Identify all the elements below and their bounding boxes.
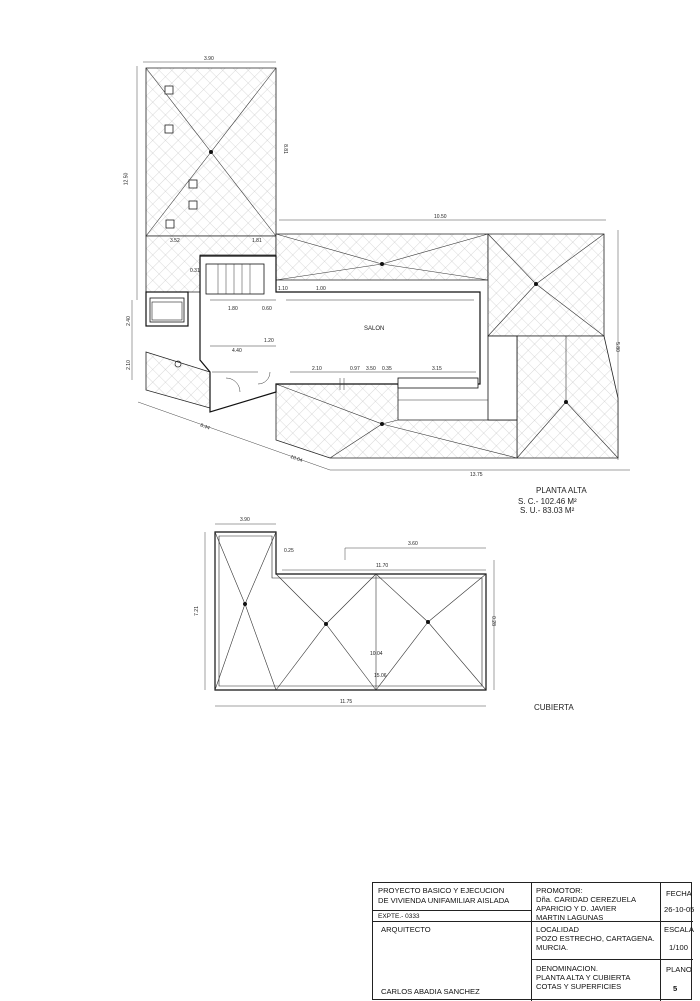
dim-label: 3.90 [204,56,214,62]
dim-label: 12.50 [123,172,130,186]
plan-title: PLANTA ALTA [536,486,587,495]
dim-label: 4.40 [232,348,242,354]
dim-label: 2.10 [125,360,132,370]
dim-label: 11.70 [376,563,389,569]
localidad-line-1: POZO ESTRECHO, CARTAGENA. [536,934,655,943]
denominacion-line-1: PLANTA ALTA Y CUBIERTA [536,973,631,982]
roof-outline [215,532,486,690]
promotor-line-2: APARICIO Y D. JAVIER [536,904,617,913]
roof-plan-title: CUBIERTA [534,703,574,712]
room-label: SALON [364,326,385,332]
dim-label: 15.06 [374,673,387,679]
localidad-label: LOCALIDAD [536,925,580,934]
promotor-line-1: Dña. CARIDAD CEREZUELA [536,895,637,904]
dim-label: 2.10 [312,366,322,372]
dim-label: 7.21 [193,606,200,616]
denominacion-label: DENOMINACION. [536,964,599,973]
tb-divider [660,883,661,1001]
escala-value: 1/100 [669,943,689,952]
roof-plan [205,524,494,706]
tb-divider [373,921,693,922]
dim-label: 0.25 [284,548,294,554]
dim-label: 10.04 [289,454,304,464]
plano-label: PLANO [666,965,692,974]
arquitecto-label: ARQUITECTO [381,925,431,934]
dim-label: 11.75 [340,699,353,705]
dim-label: 3.90 [240,517,250,523]
dim-label: 1.80 [228,306,238,312]
dim-label: 0.31 [190,268,200,274]
dim-label: 5.80 [613,342,620,352]
promotor-label: PROMOTOR: [536,886,583,895]
localidad-line-2: MURCIA. [536,943,569,952]
denominacion-line-2: COTAS Y SUPERFICIES [536,982,622,991]
dim-label: 1.10 [278,286,288,292]
built-area: S. C.- 102.46 M² [518,497,577,506]
dim-label: 3.60 [408,541,418,547]
dim-label: 10.50 [434,214,447,220]
dim-label: 3.50 [366,366,376,372]
dim-label: 13.75 [470,472,483,478]
dim-label: 8.81 [281,144,288,154]
dim-label: 1.81 [252,238,262,244]
project-line-1: PROYECTO BASICO Y EJECUCION [378,886,505,895]
plano-number: 5 [673,984,678,993]
tb-divider [531,959,693,960]
dim-label: 3.15 [432,366,442,372]
arquitecto-name: CARLOS ABADIA SANCHEZ [381,987,480,996]
tb-divider [531,883,532,1001]
tb-divider [373,910,531,911]
fecha-value: 26-10-05 [664,905,695,914]
project-line-2: DE VIVIENDA UNIFAMILIAR AISLADA [378,896,510,905]
dim-label: 3.52 [170,238,180,244]
dim-label: 0.35 [382,366,392,372]
dim-label: 0.28 [489,616,496,626]
useful-area: S. U.- 83.03 M² [520,506,575,515]
dim-label: 1.20 [264,338,274,344]
promotor-line-3: MARTIN LAGUNAS [536,913,604,922]
fecha-label: FECHA [666,889,692,898]
dim-label: 1.00 [316,286,326,292]
upper-floor-plan [132,62,630,470]
dim-label: 8.44 [199,422,211,432]
escala-label: ESCALA [664,925,694,934]
title-block [372,882,695,1000]
dim-label: 0.60 [262,306,272,312]
dim-label: 0.97 [350,366,360,372]
expte: EXPTE.- 0333 [378,913,420,920]
dim-label: 10.04 [370,651,383,657]
dim-label: 2.40 [125,316,132,326]
